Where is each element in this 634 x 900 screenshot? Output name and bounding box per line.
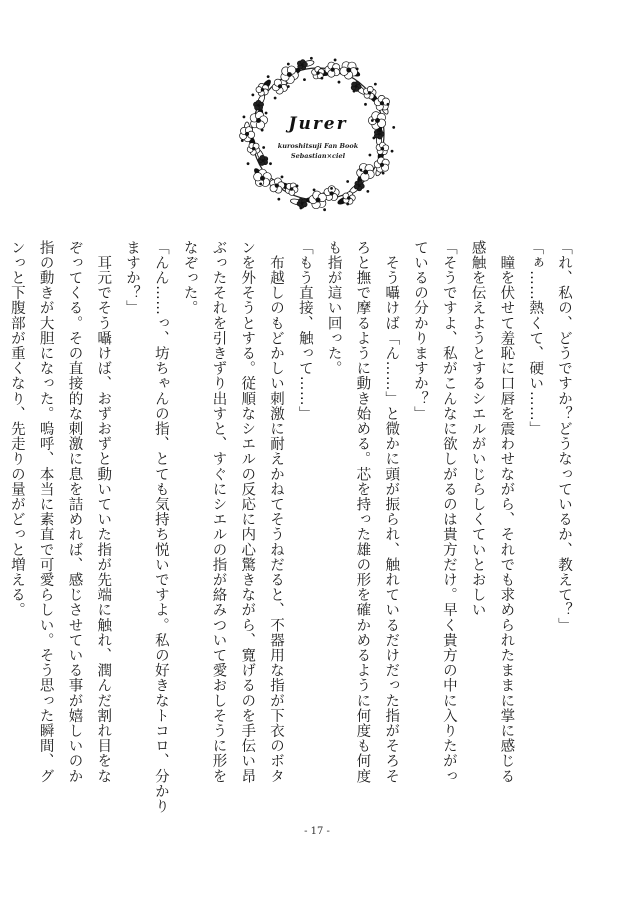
text-line: ぞってくる。その直接的な刺激に息を詰めれば、感じさせている事が嬉しいのか (66, 240, 83, 784)
text-line: も指が這い回った。 (325, 240, 342, 376)
text-line: 感触を伝えようとするシエルがいじらしくていとおしい (469, 240, 486, 618)
text-line: ろと撫で摩るように動き始める。芯を持った雄の形を確かめるように何度も何度 (354, 240, 371, 784)
text-line: 耳元でそう囁けば、おずおずと動いていた指が先端に触れ、潤んだ割れ目をな (95, 240, 112, 784)
text-line: ているの分かりますか？」 (412, 240, 429, 422)
text-line: ぶったそれを引きずり出すと、すぐにシエルの指が絡みついて愛おしそうに形を (210, 240, 227, 784)
emblem-subtitle-pairing: Sebastian×ciel (290, 152, 346, 160)
text-line: 「そうですよ、私がこんなに欲しがるのは貴方だけ。早く貴方の中に入りたがっ (440, 240, 457, 784)
flower-wreath-icon (236, 52, 400, 216)
text-line: 「んん……っ、坊ちゃんの指、とても気持ち悦いですよ。私の好きなトコロ、分かり (152, 240, 169, 814)
vertical-body-text (8, 240, 578, 814)
text-line: 指の動きが大胆になった。嗚呼、本当に素直で可愛らしい。そう思った瞬間、グ (37, 240, 54, 784)
text-line: 瞳を伏せて羞恥に口唇を震わせながら、それでも求められたままに掌に感じる (498, 240, 515, 784)
text-line: 「ぁ……熱くて、硬い……」 (527, 240, 544, 437)
text-line: 「れ、私の、どうですか？どうなっているか、教えて？」 (556, 240, 572, 633)
text-line: そう囁けば「ん……」と微かに頭が振られ、触れているだけだった指がそろそ (383, 240, 400, 784)
emblem-title: Jurer (288, 114, 348, 134)
text-line: ますか？」 (124, 240, 141, 316)
text-line: 「もう直接、触って……」 (296, 240, 313, 422)
text-line: ンっと下腹部が重くなり、先走りの量がどっと増える。 (8, 240, 25, 618)
text-line: 布越しのもどかしい刺激に耐えかねてそうねだると、不器用な指が下衣のボタ (268, 240, 285, 784)
emblem-subtitle-book: kuroshitsuji Fan Book (277, 142, 359, 150)
text-line: ンを外そうとする。従順なシエルの反応に内心驚きながら、寛げるのを手伝い昂 (239, 240, 256, 784)
wreath-emblem (236, 52, 400, 216)
page-number: - 17 - (304, 826, 330, 837)
text-line: なぞった。 (181, 240, 198, 316)
